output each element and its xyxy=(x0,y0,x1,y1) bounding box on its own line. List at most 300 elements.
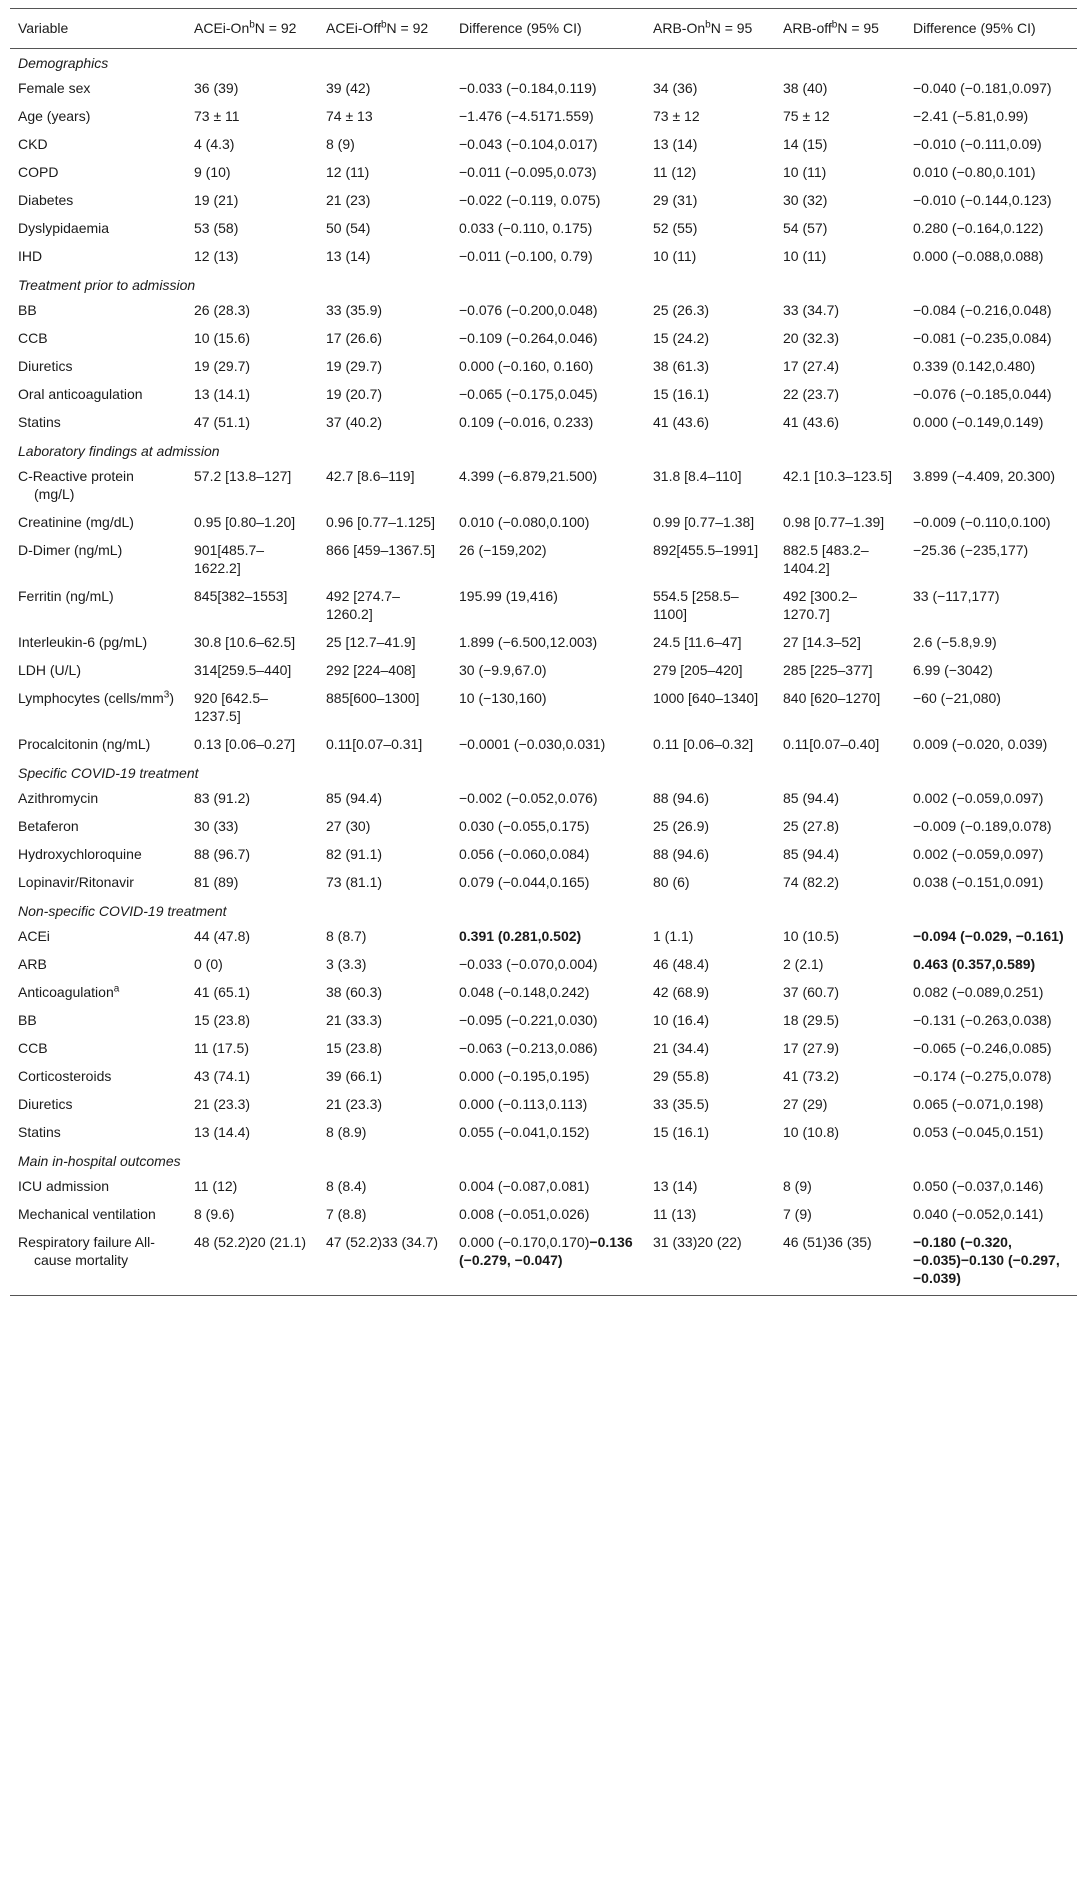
cell: 12 (13) xyxy=(194,248,239,264)
cell: 285 [225–377] xyxy=(783,662,873,678)
cell: 0.11[0.07–0.40] xyxy=(783,736,880,752)
cell: 82 (91.1) xyxy=(326,846,383,862)
row-label: D-Dimer (ng/mL) xyxy=(18,542,123,558)
cell: 0.010 (−0.80,0.101) xyxy=(913,164,1036,180)
table-row xyxy=(10,1035,1077,1063)
col-acei-off: ACEi-Off$^b$N = 92 xyxy=(318,9,451,49)
cell: 21 (33.3) xyxy=(326,1012,383,1028)
table-row xyxy=(10,583,1077,629)
row-label: BB xyxy=(18,1012,37,1028)
cell: 42.1 [10.3–123.5] xyxy=(783,468,892,484)
row-label: Betaferon xyxy=(18,818,79,834)
cell: 0.99 [0.77–1.38] xyxy=(653,514,755,530)
section-header-row xyxy=(10,271,1077,297)
cell: −0.022 (−0.119, 0.075) xyxy=(459,192,601,208)
cell: 41 (43.6) xyxy=(783,414,840,430)
row-label: Dyslypidaemia xyxy=(18,220,110,236)
cell: 8 (8.4) xyxy=(326,1178,367,1194)
cell: 11 (17.5) xyxy=(194,1040,249,1056)
cell: 10 (11) xyxy=(783,248,827,264)
table-row-last xyxy=(10,1229,1077,1296)
row-label: Diabetes xyxy=(18,192,74,208)
cell: 37 (40.2) xyxy=(326,414,383,430)
table-row xyxy=(10,657,1077,685)
cell: 0.038 (−0.151,0.091) xyxy=(913,874,1044,890)
cell: 33 (35.5) xyxy=(653,1096,710,1112)
cell: 41 (43.6) xyxy=(653,414,710,430)
cell: 10 (−130,160) xyxy=(459,690,547,706)
cell: 866 [459–1367.5] xyxy=(326,542,435,558)
cell: 21 (23) xyxy=(326,192,371,208)
cell: 13 (14) xyxy=(326,248,371,264)
cell: 88 (94.6) xyxy=(653,846,710,862)
cell: 85 (94.4) xyxy=(326,790,383,806)
cell: 88 (94.6) xyxy=(653,790,710,806)
cell: 0.030 (−0.055,0.175) xyxy=(459,818,590,834)
cell: 30 (33) xyxy=(194,818,239,834)
row-label: ICU admission xyxy=(18,1178,110,1194)
cell: −0.065 (−0.175,0.045) xyxy=(459,386,598,402)
cell: 885[600–1300] xyxy=(326,690,420,706)
cell: 30 (−9.9,67.0) xyxy=(459,662,547,678)
cell: 4.399 (−6.879,21.500) xyxy=(459,468,598,484)
section-header-row xyxy=(10,1147,1077,1173)
cell: 0.000 (−0.113,0.113) xyxy=(459,1096,588,1112)
cell: 13 (14.4) xyxy=(194,1124,251,1140)
table-row xyxy=(10,159,1077,187)
cell: 39 (66.1) xyxy=(326,1068,383,1084)
row-label: Ferritin (ng/mL) xyxy=(18,588,114,604)
table-row xyxy=(10,297,1077,325)
cell: 14 (15) xyxy=(783,136,828,152)
cell: 0.000 (−0.149,0.149) xyxy=(913,414,1044,430)
table-row xyxy=(10,187,1077,215)
section-header-row xyxy=(10,897,1077,923)
row-label: Diuretics xyxy=(18,358,73,374)
col-acei-on: ACEi-$On^bN = 92$ xyxy=(186,9,318,49)
cell: 33 (34.7) xyxy=(783,302,840,318)
table-row xyxy=(10,1091,1077,1119)
table-row xyxy=(10,1007,1077,1035)
cell: 0.463 (0.357,0.589) xyxy=(913,956,1036,972)
table-row xyxy=(10,353,1077,381)
cell: −0.081 (−0.235,0.084) xyxy=(913,330,1052,346)
section-title: Laboratory findings at admission xyxy=(18,443,220,459)
results-table xyxy=(10,8,1077,1296)
cell: −0.010 (−0.144,0.123) xyxy=(913,192,1052,208)
cell: 10 (10.5) xyxy=(783,928,840,944)
table-row xyxy=(10,869,1077,897)
cell: 17 (27.4) xyxy=(783,358,840,374)
cell: 83 (91.2) xyxy=(194,790,251,806)
cell: 25 [12.7–41.9] xyxy=(326,634,416,650)
table-row xyxy=(10,731,1077,759)
cell: 0.11 [0.06–0.32] xyxy=(653,736,754,752)
table-row xyxy=(10,629,1077,657)
table-row xyxy=(10,215,1077,243)
cell: 0.000 (−0.160, 0.160) xyxy=(459,358,594,374)
cell: 29 (31) xyxy=(653,192,698,208)
table-row xyxy=(10,409,1077,437)
cell: 34 (36) xyxy=(653,80,698,96)
cell: 52 (55) xyxy=(653,220,698,236)
row-label: Procalcitonin (ng/mL) xyxy=(18,736,151,752)
cell: 21 (23.3) xyxy=(194,1096,251,1112)
cell: 31.8 [8.4–110] xyxy=(653,468,742,484)
cell: −0.063 (−0.213,0.086) xyxy=(459,1040,598,1056)
cell: 38 (61.3) xyxy=(653,358,710,374)
cell: 21 (23.3) xyxy=(326,1096,383,1112)
table-row xyxy=(10,463,1077,509)
row-label: Respiratory failure All-cause mortality xyxy=(10,1229,186,1296)
cell: 0.033 (−0.110, 0.175) xyxy=(459,220,593,236)
cell: −0.010 (−0.111,0.09) xyxy=(913,136,1042,152)
cell: 20 (32.3) xyxy=(783,330,840,346)
cell: 13 (14.1) xyxy=(194,386,251,402)
cell: 0.082 (−0.089,0.251) xyxy=(913,984,1044,1000)
row-label: Hydroxychloroquine xyxy=(18,846,142,862)
cell: 57.2 [13.8–127] xyxy=(194,468,292,484)
row-label: Female sex xyxy=(18,80,91,96)
cell: 21 (34.4) xyxy=(653,1040,710,1056)
table-row xyxy=(10,1173,1077,1201)
cell: 25 (26.3) xyxy=(653,302,710,318)
cell: 12 (11) xyxy=(326,164,370,180)
cell: 29 (55.8) xyxy=(653,1068,710,1084)
cell: 0.048 (−0.148,0.242) xyxy=(459,984,590,1000)
cell: 0.050 (−0.037,0.146) xyxy=(913,1178,1044,1194)
cell: 26 (−159,202) xyxy=(459,542,547,558)
cell: 44 (47.8) xyxy=(194,928,251,944)
row-label: Interleukin-6 (pg/mL) xyxy=(18,634,148,650)
table-row xyxy=(10,537,1077,583)
cell: −0.009 (−0.189,0.078) xyxy=(913,818,1052,834)
table-row xyxy=(10,75,1077,103)
cell: 0.053 (−0.045,0.151) xyxy=(913,1124,1044,1140)
cell: −0.076 (−0.185,0.044) xyxy=(913,386,1052,402)
cell: 0.000 (−0.195,0.195) xyxy=(459,1068,590,1084)
cell: 19 (21) xyxy=(194,192,239,208)
cell: 25 (26.9) xyxy=(653,818,710,834)
cell: 8 (8.7) xyxy=(326,928,367,944)
cell: 15 (16.1) xyxy=(653,1124,710,1140)
cell: 15 (16.1) xyxy=(653,386,710,402)
cell: 10 (11) xyxy=(653,248,697,264)
cell: −0.011 (−0.100, 0.79) xyxy=(459,248,593,264)
cell: 75 ± 12 xyxy=(783,108,830,124)
cell: 8 (9) xyxy=(783,1178,812,1194)
cell: 43 (74.1) xyxy=(194,1068,251,1084)
cell: 0.11[0.07–0.31] xyxy=(326,736,423,752)
cell: 901[485.7–1622.2] xyxy=(194,542,265,576)
table-row xyxy=(10,979,1077,1007)
cell: 892[455.5–1991] xyxy=(653,542,759,558)
cell: −0.043 (−0.104,0.017) xyxy=(459,136,598,152)
cell: 1.899 (−6.500,12.003) xyxy=(459,634,598,650)
cell: 22 (23.7) xyxy=(783,386,840,402)
cell: 0.002 (−0.059,0.097) xyxy=(913,790,1044,806)
cell: 0.004 (−0.087,0.081) xyxy=(459,1178,590,1194)
cell: −1.476 (−4.5171.559) xyxy=(459,108,594,124)
cell: 8 (9.6) xyxy=(194,1206,235,1222)
cell: 195.99 (19,416) xyxy=(459,588,558,604)
cell: 74 (82.2) xyxy=(783,874,840,890)
row-label: CCB xyxy=(18,1040,48,1056)
cell: 0.98 [0.77–1.39] xyxy=(783,514,885,530)
col-difference-acei: Difference (95% CI) xyxy=(451,9,645,49)
col-difference-arb: Difference (95% CI) xyxy=(905,9,1077,49)
col-variable: Variable xyxy=(10,9,186,49)
cell: 42.7 [8.6–119] xyxy=(326,468,415,484)
cell: −0.009 (−0.110,0.100) xyxy=(913,514,1051,530)
cell: 1000 [640–1340] xyxy=(653,690,759,706)
cell: −0.002 (−0.052,0.076) xyxy=(459,790,598,806)
table-row xyxy=(10,841,1077,869)
cell: −0.033 (−0.184,0.119) xyxy=(459,80,597,96)
row-label: ARB xyxy=(18,956,47,972)
cell: 73 ± 11 xyxy=(194,108,240,124)
cell: 47 (51.1) xyxy=(194,414,251,430)
cell: 46 (48.4) xyxy=(653,956,710,972)
row-label: Oral anticoagulation xyxy=(18,386,143,402)
cell: 6.99 (−3042) xyxy=(913,662,993,678)
cell: 0.339 (0.142,0.480) xyxy=(913,358,1036,374)
cell: 17 (27.9) xyxy=(783,1040,840,1056)
table-header-row xyxy=(10,9,1077,49)
cell: 27 (30) xyxy=(326,818,371,834)
cell: 53 (58) xyxy=(194,220,239,236)
table-row xyxy=(10,1201,1077,1229)
cell: 292 [224–408] xyxy=(326,662,416,678)
row-label: Corticosteroids xyxy=(18,1068,112,1084)
cell: 36 (39) xyxy=(194,80,239,96)
row-label: Statins xyxy=(18,414,61,430)
col-arb-on: ARB-$On^bN = 95$ xyxy=(645,9,775,49)
cell: −0.180 (−0.320, −0.035)−0.130 (−0.297, −0.039) xyxy=(905,1229,1077,1296)
table-row xyxy=(10,685,1077,731)
row-label: C-Reactive protein (mg/L) xyxy=(18,468,134,502)
row-label: Lymphocytes $(cells/mm^3)$ xyxy=(18,689,174,706)
table-row xyxy=(10,509,1077,537)
cell: 81 (89) xyxy=(194,874,239,890)
cell: 39 (42) xyxy=(326,80,371,96)
cell: 0.065 (−0.071,0.198) xyxy=(913,1096,1044,1112)
cell: 38 (40) xyxy=(783,80,828,96)
cell: 0.391 (0.281,0.502) xyxy=(459,928,582,944)
cell: 0.009 (−0.020, 0.039) xyxy=(913,736,1048,752)
cell: 19 (29.7) xyxy=(194,358,251,374)
cell: 845[382–1553] xyxy=(194,588,288,604)
cell: 920 [642.5–1237.5] xyxy=(194,690,268,724)
cell: −0.011 (−0.095,0.073) xyxy=(459,164,597,180)
cell: 24.5 [11.6–47] xyxy=(653,634,742,650)
cell: 85 (94.4) xyxy=(783,790,840,806)
section-title: Treatment prior to admission xyxy=(18,277,196,293)
cell: 11 (12) xyxy=(194,1178,238,1194)
cell: 15 (23.8) xyxy=(194,1012,251,1028)
cell: −0.174 (−0.275,0.078) xyxy=(913,1068,1052,1084)
cell: 10 (10.8) xyxy=(783,1124,840,1140)
cell: 3.899 (−4.409, 20.300) xyxy=(913,468,1056,484)
cell: −0.131 (−0.263,0.038) xyxy=(913,1012,1052,1028)
cell: 0.040 (−0.052,0.141) xyxy=(913,1206,1044,1222)
cell: 33 (−117,177) xyxy=(913,588,1000,604)
cell: 15 (24.2) xyxy=(653,330,710,346)
section-title: Specific COVID-19 treatment xyxy=(18,765,199,781)
table-row xyxy=(10,813,1077,841)
cell: −0.095 (−0.221,0.030) xyxy=(459,1012,598,1028)
cell: 38 (60.3) xyxy=(326,984,383,1000)
row-label: BB xyxy=(18,302,37,318)
cell: 73 (81.1) xyxy=(326,874,383,890)
cell: 30.8 [10.6–62.5] xyxy=(194,634,296,650)
row-label: CCB xyxy=(18,330,48,346)
table-row xyxy=(10,951,1077,979)
cell: −0.109 (−0.264,0.046) xyxy=(459,330,598,346)
section-header-row xyxy=(10,49,1077,76)
row-label: LDH (U/L) xyxy=(18,662,82,678)
cell: 25 (27.8) xyxy=(783,818,840,834)
cell: 4 (4.3) xyxy=(194,136,235,152)
cell: −0.094 (−0.029, −0.161) xyxy=(913,928,1064,944)
table-row xyxy=(10,325,1077,353)
table-row xyxy=(10,923,1077,951)
cell: 10 (16.4) xyxy=(653,1012,710,1028)
section-header-row xyxy=(10,437,1077,463)
cell: −25.36 (−235,177) xyxy=(913,542,1029,558)
cell: 11 (13) xyxy=(653,1206,697,1222)
cell: 0.109 (−0.016, 0.233) xyxy=(459,414,594,430)
cell: 54 (57) xyxy=(783,220,828,236)
cell: 41 (73.2) xyxy=(783,1068,840,1084)
cell: −0.076 (−0.200,0.048) xyxy=(459,302,598,318)
col-arb-off: ARB-off$^b$N = 95 xyxy=(775,9,905,49)
cell: 2 (2.1) xyxy=(783,956,824,972)
cell: 314[259.5–440] xyxy=(194,662,292,678)
row-label: CKD xyxy=(18,136,48,152)
cell: 0.13 [0.06–0.27] xyxy=(194,736,296,752)
row-label: Creatinine (mg/dL) xyxy=(18,514,134,530)
cell: 492 [300.2–1270.7] xyxy=(783,588,857,622)
cell: 19 (20.7) xyxy=(326,386,383,402)
cell: 279 [205–420] xyxy=(653,662,743,678)
cell: 46 (51)36 (35) xyxy=(775,1229,905,1296)
cell: 41 (65.1) xyxy=(194,984,251,1000)
table-row xyxy=(10,1119,1077,1147)
cell: 74 ± 13 xyxy=(326,108,373,124)
cell: 10 (15.6) xyxy=(194,330,251,346)
cell: 88 (96.7) xyxy=(194,846,251,862)
section-title: Main in-hospital outcomes xyxy=(18,1153,181,1169)
cell: 47 (52.2)33 (34.7) xyxy=(318,1229,451,1296)
section-title: Demographics xyxy=(18,55,109,71)
cell: 11 (12) xyxy=(653,164,697,180)
row-label: Azithromycin xyxy=(18,790,99,806)
cell: 37 (60.7) xyxy=(783,984,840,1000)
row-label: COPD xyxy=(18,164,59,180)
cell: 0.96 [0.77–1.125] xyxy=(326,514,435,530)
cell: 0.010 (−0.080,0.100) xyxy=(459,514,590,530)
cell: 42 (68.9) xyxy=(653,984,710,1000)
row-label: IHD xyxy=(18,248,43,264)
cell: 73 ± 12 xyxy=(653,108,700,124)
cell: 15 (23.8) xyxy=(326,1040,383,1056)
section-title: Non-specific COVID-19 treatment xyxy=(18,903,227,919)
table-row xyxy=(10,381,1077,409)
row-label: Mechanical ventilation xyxy=(18,1206,156,1222)
cell: 1 (1.1) xyxy=(653,928,694,944)
cell: −60 (−21,080) xyxy=(913,690,1001,706)
row-label: Anticoagulation$^a$ xyxy=(18,983,120,1000)
cell: 0.079 (−0.044,0.165) xyxy=(459,874,590,890)
cell: 33 (35.9) xyxy=(326,302,383,318)
cell: 3 (3.3) xyxy=(326,956,367,972)
cell: −0.040 (−0.181,0.097) xyxy=(913,80,1052,96)
cell: 8 (9) xyxy=(326,136,355,152)
cell: 554.5 [258.5–1100] xyxy=(653,588,739,622)
cell: 31 (33)20 (22) xyxy=(645,1229,775,1296)
cell: 0.002 (−0.059,0.097) xyxy=(913,846,1044,862)
cell: −0.065 (−0.246,0.085) xyxy=(913,1040,1052,1056)
cell: 9 (10) xyxy=(194,164,231,180)
cell: 7 (8.8) xyxy=(326,1206,367,1222)
table-row xyxy=(10,785,1077,813)
cell: 48 (52.2)20 (21.1) xyxy=(186,1229,318,1296)
cell: 7 (9) xyxy=(783,1206,812,1222)
cell: 0 (0) xyxy=(194,956,223,972)
cell: 30 (32) xyxy=(783,192,828,208)
cell: 840 [620–1270] xyxy=(783,690,881,706)
cell: 27 [14.3–52] xyxy=(783,634,861,650)
row-label: Diuretics xyxy=(18,1096,73,1112)
cell: 27 (29) xyxy=(783,1096,828,1112)
cell: −0.0001 (−0.030,0.031) xyxy=(459,736,606,752)
cell: 8 (8.9) xyxy=(326,1124,367,1140)
cell: 492 [274.7–1260.2] xyxy=(326,588,400,622)
row-label: Age (years) xyxy=(18,108,91,124)
cell: 13 (14) xyxy=(653,1178,698,1194)
row-label: Statins xyxy=(18,1124,61,1140)
cell: 0.055 (−0.041,0.152) xyxy=(459,1124,590,1140)
cell: 19 (29.7) xyxy=(326,358,383,374)
cell: 85 (94.4) xyxy=(783,846,840,862)
cell: 0.000 (−0.088,0.088) xyxy=(913,248,1044,264)
table-row xyxy=(10,131,1077,159)
cell: 2.6 (−5.8,9.9) xyxy=(913,634,997,650)
cell: 80 (6) xyxy=(653,874,690,890)
table-row xyxy=(10,243,1077,271)
cell: 10 (11) xyxy=(783,164,827,180)
table-row xyxy=(10,1063,1077,1091)
cell: −2.41 (−5.81,0.99) xyxy=(913,108,1029,124)
cell: 0.056 (−0.060,0.084) xyxy=(459,846,590,862)
table-row xyxy=(10,103,1077,131)
cell: 0.95 [0.80–1.20] xyxy=(194,514,296,530)
section-header-row xyxy=(10,759,1077,785)
cell: 17 (26.6) xyxy=(326,330,383,346)
cell: −0.033 (−0.070,0.004) xyxy=(459,956,598,972)
cell: 13 (14) xyxy=(653,136,698,152)
cell-text-bold: −0.136 (−0.279, −0.047) xyxy=(459,1234,633,1268)
cell: 26 (28.3) xyxy=(194,302,251,318)
row-label: Lopinavir/Ritonavir xyxy=(18,874,134,890)
row-label: ACEi xyxy=(18,928,50,944)
cell: 50 (54) xyxy=(326,220,371,236)
cell: 18 (29.5) xyxy=(783,1012,840,1028)
cell: −0.084 (−0.216,0.048) xyxy=(913,302,1052,318)
cell-text: 0.000 (−0.170,0.170) xyxy=(459,1234,590,1250)
cell: 0.008 (−0.051,0.026) xyxy=(459,1206,590,1222)
